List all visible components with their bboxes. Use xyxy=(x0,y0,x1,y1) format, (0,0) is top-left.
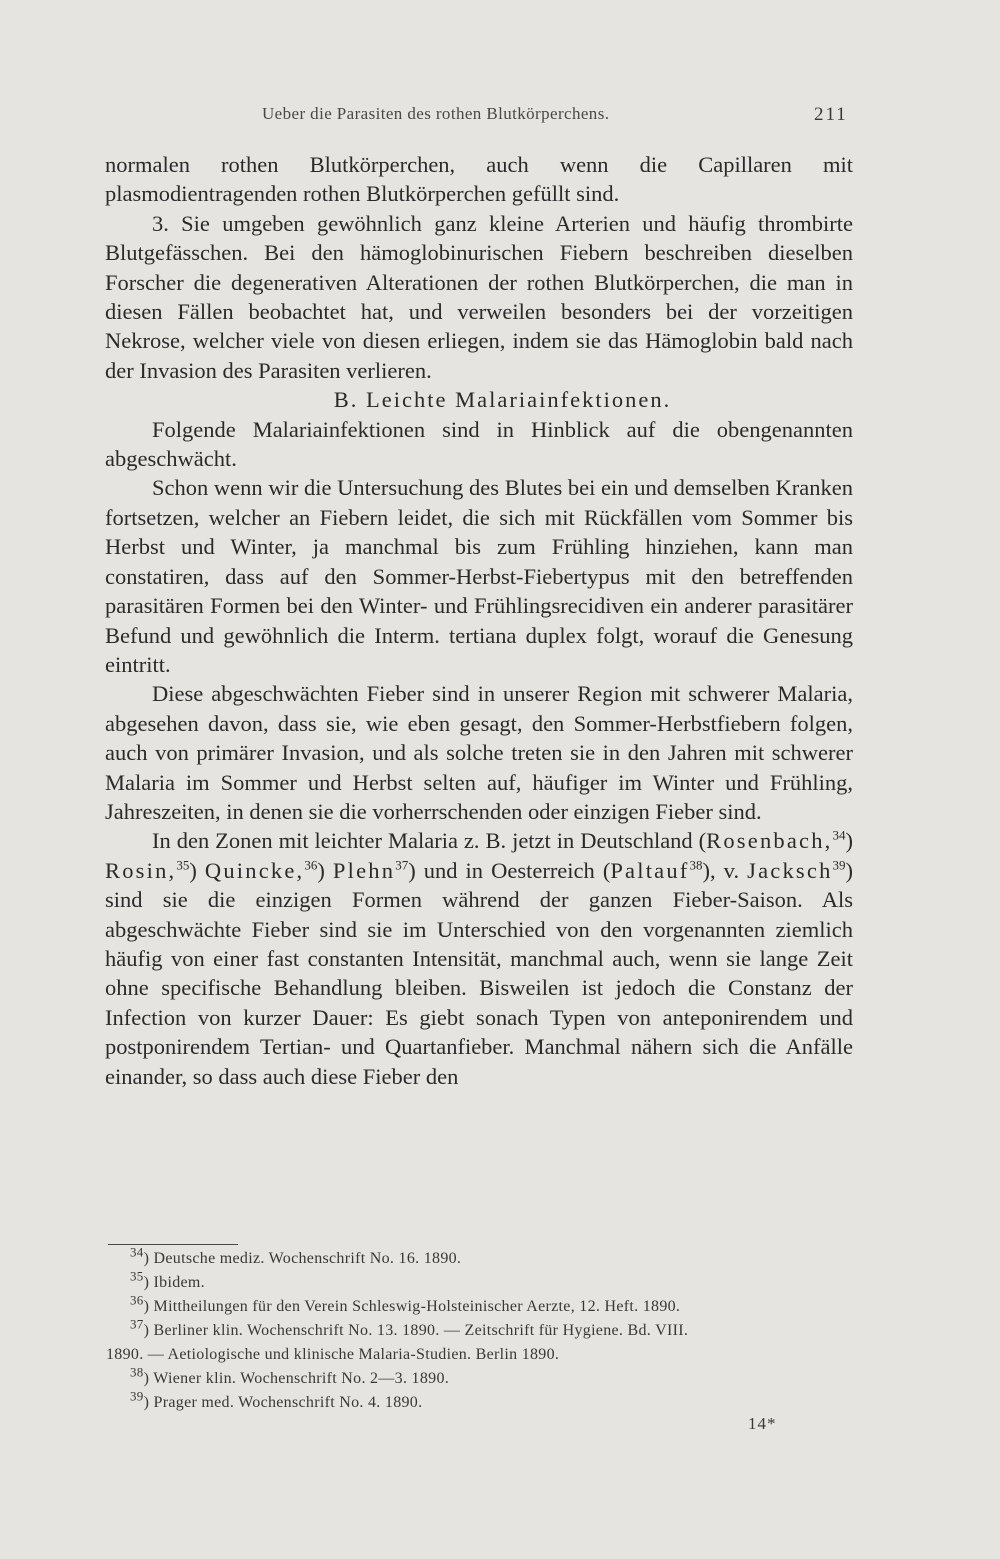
footnotes xyxy=(106,1244,856,1415)
footnote-text: ) Mittheilungen für den Verein Schleswig-Holsteinischer Aerzte, 12. Heft. 1890. xyxy=(143,1298,681,1315)
footnote-35 xyxy=(106,1268,856,1295)
paragraph-2: 3. Sie umgeben gewöhnlich ganz kleine Arterien und häufig thrombirte Blutgefässchen. Bei den hämoglobinurischen Fiebern beschreiben dieselben Forscher die degenerativen Alterationen der rothen Blutkörperchen, die man in diesen Fällen beobachtet hat, und verweilen besonders bei der vorzeitigen Nekrose, welcher viele von diesen erliegen, indem sie das Hämoglobin bald nach der Invasion des Parasiten verlieren. xyxy=(105,210,853,383)
paragraph-3: Folgende Malariainfektionen sind in Hinblick auf die obengenannten abgeschwächt. xyxy=(105,416,853,472)
text-run: ) sind sie die einzigen Formen während der ganzen Fieber-Saison. Als abgeschwächte Fieber sind sie im Unterschied von den vorgenannten ziemlich häufig von einer fast constanten Intensität, manchmal auch, wenn sie lange Zeit ohne specifische Behandlung bleiben. Bisweilen ist jedoch die Constanz der Infection von kurzer Dauer: Es giebt sonach Typen von anteponirendem und postponirendem Tertian- und Quartanfieber. Manchmal nähern sich die Anfälle einander, so dass auch diese Fieber den xyxy=(105,857,854,1089)
footnote-text: ) Berliner klin. Wochenschrift No. 13. 1890. — Zeitschrift für Hygiene. Bd. VIII. xyxy=(143,1322,689,1339)
section-heading: B. Leichte Malariainfektionen. xyxy=(333,387,672,413)
footnote-text: ) Deutsche mediz. Wochenschrift No. 16. 1890. xyxy=(143,1250,462,1267)
running-title: Ueber die Parasiten des rothen Blutkörperchens. xyxy=(262,104,610,123)
footnote-36 xyxy=(106,1292,856,1319)
text-run: ) xyxy=(189,857,205,883)
author-jacksch: Jacksch xyxy=(747,857,833,883)
footnote-37-continued xyxy=(106,1343,856,1367)
footnote-34 xyxy=(106,1244,856,1271)
footnote-ref-39: 39 xyxy=(832,857,846,873)
footnote-ref-35: 35 xyxy=(176,857,190,873)
footnote-text: ) Ibidem. xyxy=(143,1274,205,1291)
author-rosin: Rosin, xyxy=(105,857,177,883)
signature-mark: 14* xyxy=(748,1414,777,1433)
footnote-number: 39 xyxy=(130,1388,144,1404)
footnote-number: 38 xyxy=(130,1364,144,1380)
footnote-ref-36: 36 xyxy=(304,857,318,873)
footnote-text: ) Wiener klin. Wochenschrift No. 2—3. 1890. xyxy=(143,1370,450,1387)
text-run: ), v. xyxy=(702,857,748,883)
footnote-38 xyxy=(106,1364,856,1391)
footnote-number: 34 xyxy=(130,1244,144,1260)
text-run: ) und in Oesterreich ( xyxy=(408,857,611,883)
footnote-number: 37 xyxy=(130,1316,144,1332)
paragraph-5: Diese abgeschwächten Fieber sind in unserer Region mit schwerer Malaria, abgesehen davon, dass sie, wie eben gesagt, den Sommer-Herbstfiebern folgen, auch von primärer Invasion, und als solche treten sie in den Jahren mit schwerer Malaria im Sommer und Herbst selten auf, häufiger im Winter und Frühling, Jahreszeiten, in denen sie die vorherrschenden oder einzigen Fieber sind. xyxy=(105,681,853,824)
footnote-number: 36 xyxy=(130,1292,144,1308)
footnote-37 xyxy=(106,1316,856,1343)
footnote-text: ) Prager med. Wochenschrift No. 4. 1890. xyxy=(143,1394,423,1411)
paragraph-4: Schon wenn wir die Untersuchung des Blutes bei ein und demselben Kranken fortsetzen, welcher an Fiebern leidet, die sich mit Rückfällen vom Sommer bis Herbst und Winter, ja manchmal bis zum Frühling hinziehen, kann man constatiren, dass auf den Sommer-Herbst-Fiebertypus mit den betreffenden parasitären Formen bei den Winter- und Frühlingsrecidiven ein anderer parasitärer Befund und gewöhnlich die Interm. tertiana duplex folgt, worauf die Genesung eintritt. xyxy=(105,475,853,677)
footnote-39 xyxy=(106,1388,856,1415)
author-paltauf: Paltauf xyxy=(610,857,690,883)
footnote-text: 1890. — Aetiologische und klinische Malaria-Studien. Berlin 1890. xyxy=(106,1346,560,1363)
footnote-number: 35 xyxy=(130,1268,144,1284)
body-text xyxy=(105,150,853,1091)
author-quincke: Quincke, xyxy=(204,857,305,883)
footnote-ref-37: 37 xyxy=(395,857,409,873)
footnote-ref-34: 34 xyxy=(832,827,846,843)
text-run: ) xyxy=(845,828,853,854)
author-rosenbach: Rosenbach, xyxy=(706,828,833,854)
text-run: In den Zonen mit leichter Malaria z. B. jetzt in Deutschland ( xyxy=(152,828,707,854)
footnote-ref-38: 38 xyxy=(689,857,703,873)
footnote-rule xyxy=(108,1244,238,1245)
text-run: ) xyxy=(317,857,333,883)
author-plehn: Plehn xyxy=(332,857,396,883)
paragraph-6 xyxy=(105,826,853,1091)
paragraph-1: normalen rothen Blutkörperchen, auch wenn die Capillaren mit plasmodientragenden rothen Blutkörperchen gefüllt sind. xyxy=(105,152,853,207)
page-number: 211 xyxy=(814,104,848,125)
